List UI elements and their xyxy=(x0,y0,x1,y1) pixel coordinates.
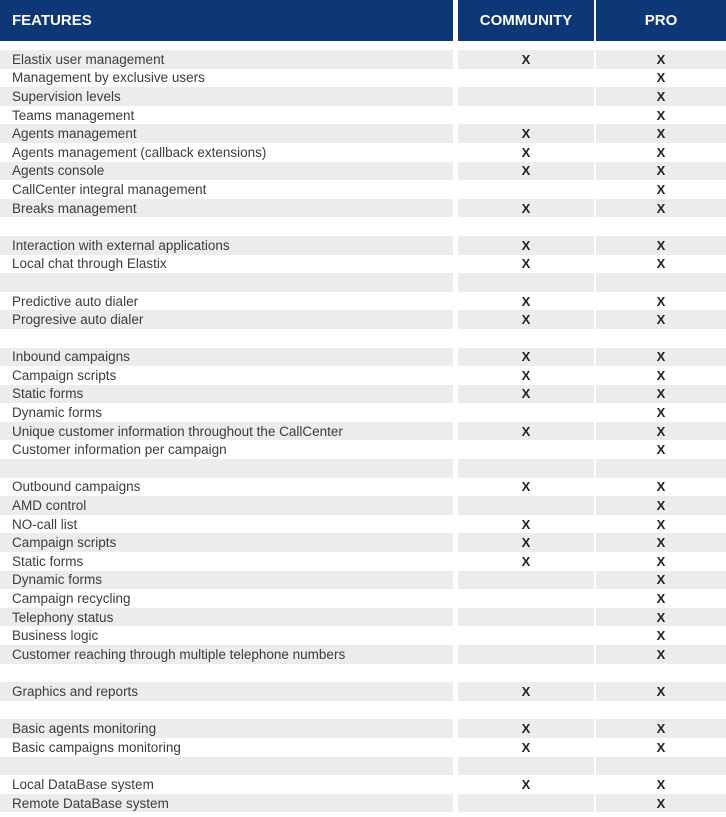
pro-cell: X xyxy=(656,367,666,383)
community-cell: X xyxy=(458,124,594,143)
community-cell xyxy=(458,496,594,515)
feature-cell: Customer reaching through multiple telephone numbers xyxy=(0,645,453,664)
community-cell: X xyxy=(521,516,531,532)
pro-cell: X xyxy=(596,236,726,255)
community-cell: X xyxy=(458,310,594,329)
pro-cell: X xyxy=(596,645,726,664)
table-row xyxy=(0,440,726,459)
features-column-header: FEATURES xyxy=(0,0,453,41)
table-row xyxy=(0,310,726,329)
community-cell xyxy=(458,626,594,645)
community-cell: X xyxy=(458,682,594,701)
pro-cell: X xyxy=(596,310,726,329)
feature-cell: Basic agents monitoring xyxy=(0,719,453,738)
pro-cell: X xyxy=(596,719,726,738)
community-cell xyxy=(458,664,594,683)
feature-cell: Static forms xyxy=(0,385,453,404)
community-cell: X xyxy=(458,199,594,218)
community-cell: X xyxy=(521,367,531,383)
table-row xyxy=(0,608,726,627)
feature-cell: Elastix user management xyxy=(0,50,453,69)
community-cell xyxy=(458,645,594,664)
pro-cell: X xyxy=(656,479,666,495)
community-cell: X xyxy=(521,293,531,309)
feature-cell: Agents management (callback extensions) xyxy=(12,144,267,160)
community-cell xyxy=(458,87,594,106)
community-cell: X xyxy=(521,479,531,495)
table-row xyxy=(0,143,726,162)
table-row xyxy=(0,478,726,497)
feature-cell: Basic campaigns monitoring xyxy=(12,739,181,755)
feature-cell: Campaign recycling xyxy=(12,591,131,607)
pro-cell: X xyxy=(656,293,666,309)
table-row xyxy=(0,385,726,404)
table-row xyxy=(0,626,726,645)
community-cell: X xyxy=(458,236,594,255)
community-cell: X xyxy=(458,385,594,404)
table-body xyxy=(0,50,726,812)
community-cell: X xyxy=(458,162,594,181)
table-row xyxy=(0,645,726,664)
table-header xyxy=(0,0,726,41)
table-row xyxy=(0,180,726,199)
feature-cell: Telephony status xyxy=(0,608,453,627)
pro-cell: X xyxy=(656,181,666,197)
table-row xyxy=(0,162,726,181)
table-row xyxy=(0,589,726,608)
table-row xyxy=(0,69,726,88)
pro-cell: X xyxy=(596,199,726,218)
feature-cell xyxy=(0,273,453,292)
feature-cell: Unique customer information throughout the CallCenter xyxy=(0,422,453,441)
feature-cell xyxy=(0,329,453,348)
feature-cell: Campaign scripts xyxy=(12,367,117,383)
table-row xyxy=(0,701,726,720)
community-cell: X xyxy=(521,776,531,792)
community-cell: X xyxy=(458,50,594,69)
table-row xyxy=(0,757,726,776)
pro-cell xyxy=(596,217,726,236)
pro-cell: X xyxy=(596,682,726,701)
table-row xyxy=(0,496,726,515)
table-row xyxy=(0,775,726,794)
community-cell: X xyxy=(458,719,594,738)
pro-cell: X xyxy=(656,70,666,86)
pro-cell: X xyxy=(596,87,726,106)
pro-cell: X xyxy=(656,144,666,160)
table-row xyxy=(0,273,726,292)
table-row xyxy=(0,515,726,534)
table-row xyxy=(0,719,726,738)
table-row xyxy=(0,366,726,385)
feature-cell: Interaction with external applications xyxy=(0,236,453,255)
community-cell xyxy=(458,459,594,478)
pro-cell: X xyxy=(656,256,666,272)
community-cell xyxy=(458,106,594,125)
pro-cell xyxy=(596,329,726,348)
table-row xyxy=(0,87,726,106)
table-row xyxy=(0,329,726,348)
feature-cell: Local DataBase system xyxy=(12,776,154,792)
community-cell: X xyxy=(458,348,594,367)
table-row xyxy=(0,738,726,757)
feature-cell xyxy=(0,217,453,236)
feature-cell: Graphics and reports xyxy=(0,682,453,701)
table-row xyxy=(0,459,726,478)
feature-cell xyxy=(0,757,453,776)
feature-cell xyxy=(0,701,453,720)
pro-cell xyxy=(596,701,726,720)
table-row xyxy=(0,533,726,552)
community-cell: X xyxy=(521,256,531,272)
pro-column-header: PRO xyxy=(596,0,726,41)
pro-cell: X xyxy=(596,496,726,515)
table-row xyxy=(0,664,726,683)
table-row xyxy=(0,292,726,311)
table-row xyxy=(0,199,726,218)
pro-cell: X xyxy=(596,348,726,367)
pro-cell: X xyxy=(596,608,726,627)
feature-cell: Agents management xyxy=(0,124,453,143)
table-row xyxy=(0,794,726,813)
pro-cell: X xyxy=(596,124,726,143)
community-cell xyxy=(458,794,594,813)
pro-cell: X xyxy=(656,442,666,458)
community-column-header: COMMUNITY xyxy=(458,0,594,41)
table-row xyxy=(0,124,726,143)
pro-cell: X xyxy=(656,628,666,644)
pro-cell: X xyxy=(596,571,726,590)
pro-cell xyxy=(596,757,726,776)
feature-cell: CallCenter integral management xyxy=(12,181,207,197)
community-cell xyxy=(458,329,594,348)
community-cell xyxy=(458,608,594,627)
feature-cell: Dynamic forms xyxy=(0,571,453,590)
community-cell xyxy=(458,273,594,292)
feature-cell: Breaks management xyxy=(0,199,453,218)
pro-cell: X xyxy=(596,385,726,404)
community-cell: X xyxy=(521,144,531,160)
table-row xyxy=(0,236,726,255)
community-cell xyxy=(458,757,594,776)
pro-cell: X xyxy=(596,794,726,813)
pro-cell xyxy=(596,664,726,683)
feature-cell: Inbound campaigns xyxy=(0,348,453,367)
pro-cell xyxy=(596,459,726,478)
feature-cell: Remote DataBase system xyxy=(0,794,453,813)
table-row xyxy=(0,682,726,701)
pro-cell: X xyxy=(656,739,666,755)
table-row xyxy=(0,552,726,571)
feature-cell: Agents console xyxy=(0,162,453,181)
feature-cell: Static forms xyxy=(12,553,84,569)
feature-cell: NO-call list xyxy=(12,516,78,532)
community-cell xyxy=(458,403,594,422)
community-cell xyxy=(458,180,594,199)
table-row xyxy=(0,255,726,274)
pro-cell: X xyxy=(596,533,726,552)
pro-cell: X xyxy=(596,50,726,69)
feature-cell: Progresive auto dialer xyxy=(0,310,453,329)
feature-cell: Business logic xyxy=(12,628,99,644)
feature-cell: Dynamic forms xyxy=(12,405,103,421)
table-row xyxy=(0,106,726,125)
pro-cell: X xyxy=(596,422,726,441)
feature-cell xyxy=(0,664,453,683)
table-row xyxy=(0,217,726,236)
table-row xyxy=(0,571,726,590)
feature-cell: Management by exclusive users xyxy=(12,70,205,86)
community-cell xyxy=(458,69,594,88)
feature-cell xyxy=(0,459,453,478)
pro-cell: X xyxy=(656,591,666,607)
feature-cell: Local chat through Elastix xyxy=(12,256,167,272)
feature-cell: Customer information per campaign xyxy=(12,442,227,458)
feature-cell: Teams management xyxy=(12,107,135,123)
community-cell xyxy=(458,440,594,459)
pro-cell: X xyxy=(656,776,666,792)
community-cell: X xyxy=(521,553,531,569)
community-cell: X xyxy=(458,533,594,552)
header-spacer xyxy=(0,41,726,50)
pro-cell xyxy=(596,273,726,292)
community-cell: X xyxy=(458,422,594,441)
feature-cell: AMD control xyxy=(0,496,453,515)
pro-cell: X xyxy=(656,516,666,532)
feature-cell: Outbound campaigns xyxy=(12,479,141,495)
table-row xyxy=(0,348,726,367)
table-row xyxy=(0,403,726,422)
feature-cell: Campaign scripts xyxy=(0,533,453,552)
table-row xyxy=(0,50,726,69)
community-cell xyxy=(458,701,594,720)
community-cell xyxy=(458,589,594,608)
feature-cell: Supervision levels xyxy=(0,87,453,106)
feature-cell: Predictive auto dialer xyxy=(12,293,139,309)
community-cell xyxy=(458,217,594,236)
community-cell xyxy=(458,571,594,590)
pro-cell: X xyxy=(656,107,666,123)
pro-cell: X xyxy=(656,405,666,421)
community-cell: X xyxy=(521,739,531,755)
table-row xyxy=(0,422,726,441)
pro-cell: X xyxy=(596,162,726,181)
pro-cell: X xyxy=(656,553,666,569)
